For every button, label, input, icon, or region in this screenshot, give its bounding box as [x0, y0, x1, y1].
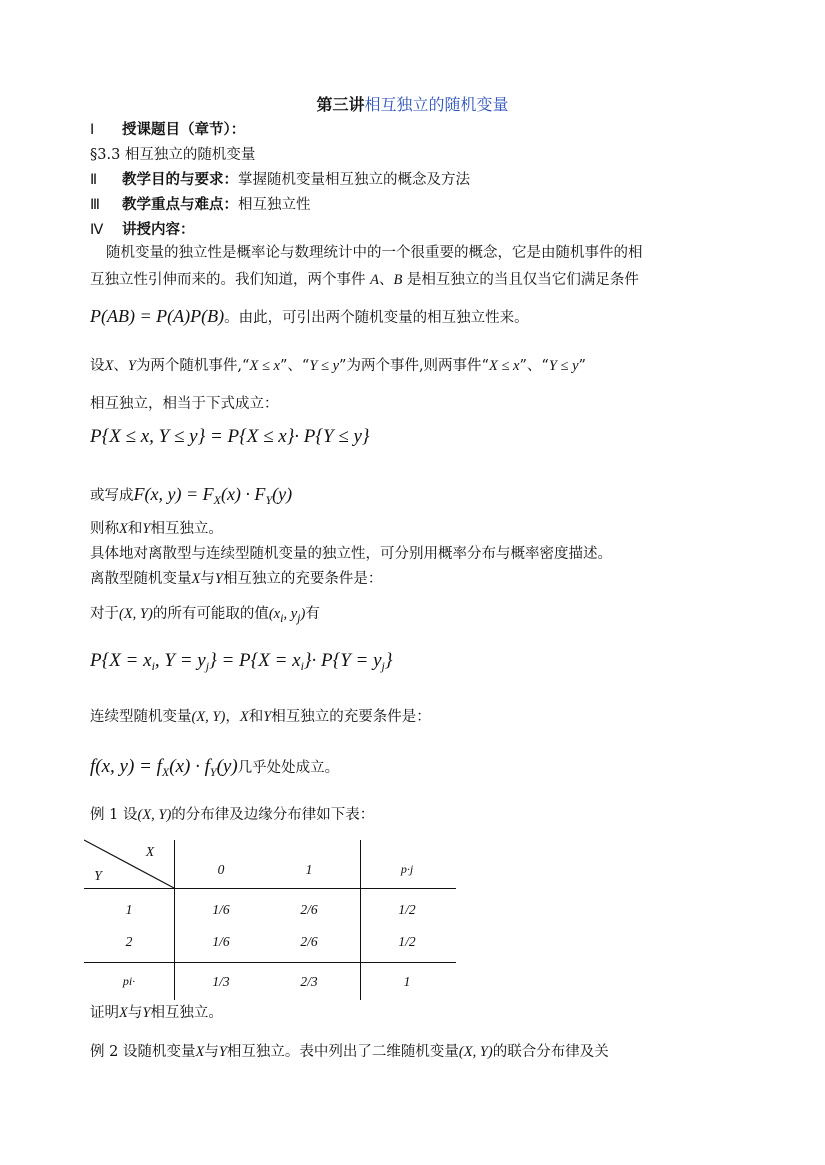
table-cell: 1/6	[212, 902, 230, 917]
joint-probability-formula: P{X ≤ x, Y ≤ y} = P{X ≤ x}· P{Y ≤ y}	[90, 426, 370, 447]
title-lecture-number: 第三讲	[316, 95, 365, 114]
section-4-heading: Ⅳ 讲授内容：	[90, 221, 195, 238]
title-topic: 相互独立的随机变量	[364, 95, 509, 114]
table-cell: 1/2	[398, 934, 416, 949]
paragraph-8: 连续型随机变量(X, Y)，X和Y相互独立的充要条件是：	[90, 709, 431, 725]
paragraph-1-line-3: P(AB) = P(A)P(B)。由此，可引出两个随机变量的相互独立性来。	[90, 306, 529, 326]
table-marginal-cell: 2/3	[300, 974, 318, 989]
table-row-label: 1	[125, 902, 133, 917]
continuous-independence-line: f(x, $y) = f_X(x) \cdot f_Y(y)$几乎处处成立。	[90, 756, 340, 779]
example-1-heading: 例 1 设(X, Y)的分布律及边缘分布律如下表：	[90, 807, 375, 823]
table-rule-row-labels	[174, 840, 175, 1000]
paragraph-2-line-1: 设X、Y为两个随机事件,“X ≤ x”、“Y ≤ y”为两个事件,则两事件“X ≤ x”、“Y ≤ y”	[90, 358, 586, 374]
cdf-formula-line: 或写成F(x, $y) = F_X(x) \cdot F_Y(y)$	[90, 484, 293, 507]
paragraph-1-line-1: 随机变量的独立性是概率论与数理统计中的一个很重要的概念，它是由随机事件的相	[106, 245, 643, 261]
table-row-label: 2	[125, 934, 133, 949]
table-cell: 2/6	[300, 934, 318, 949]
table-rule-marginal-col	[360, 840, 361, 1000]
paragraph-5: 具体地对离散型与连续型随机变量的独立性，可分别用概率分布与概率密度描述。	[90, 546, 612, 562]
table-col-header: p·j	[400, 862, 414, 876]
discrete-independence-formula: $P\{X = x_i$, $Y = y_j\} = P\{X = x_i\}\cdot P\{Y = y_j\}$	[90, 650, 393, 673]
paragraph-7: 对于(X, Y)的所有可能取的值($x_i$, $y_j$)有	[90, 606, 320, 625]
table-col-header: 0	[217, 862, 225, 877]
table-cell: 1/6	[212, 934, 230, 949]
section-1-text: §3.3 相互独立的随机变量	[90, 147, 256, 163]
section-1-heading: Ⅰ 授课题目（章节）：	[90, 121, 246, 138]
table-marginal-cell: 1/3	[212, 974, 230, 989]
paragraph-2-line-2: 相互独立，相当于下式成立：	[90, 396, 279, 412]
paragraph-6: 离散型随机变量X与Y相互独立的充要条件是：	[90, 571, 383, 587]
table-cell: 2/6	[300, 902, 318, 917]
section-3-heading: Ⅲ 教学重点与难点：相互独立性	[90, 196, 311, 213]
table-rule-marginal	[84, 962, 456, 963]
example-2-heading: 例 2 设随机变量X与Y相互独立。表中列出了二维随机变量(X, Y)的联合分布律及关	[90, 1044, 609, 1060]
table-marginal-label: pi·	[122, 974, 136, 988]
independence-event-formula: P(AB) = P(A)P(B)	[90, 306, 225, 326]
page-title	[0, 92, 825, 115]
proof-prompt: 证明X与Y相互独立。	[90, 1005, 223, 1021]
table-cell: 1/2	[398, 902, 416, 917]
density-independence-formula: f(x, $y) = f_X(x) \cdot f_Y(y)$	[90, 756, 238, 779]
table-col-header: 1	[305, 862, 313, 877]
table-corner-y: Y	[94, 868, 102, 883]
section-2-heading: Ⅱ 教学目的与要求：掌握随机变量相互独立的概念及方法	[90, 171, 470, 188]
table-corner-x: X	[145, 844, 155, 859]
joint-cdf-formula: F(x, $y) = F_X(x) \cdot F_Y(y)$	[133, 484, 293, 507]
table-rule-header	[84, 888, 456, 889]
distribution-table	[84, 838, 456, 1000]
paragraph-1-line-2: 互独立性引伸而来的。我们知道，两个事件 A、B 是相互独立的当且仅当它们满足条件	[90, 272, 639, 288]
definition-line: 则称X和Y相互独立。	[90, 521, 223, 537]
table-marginal-cell: 1	[403, 974, 411, 989]
